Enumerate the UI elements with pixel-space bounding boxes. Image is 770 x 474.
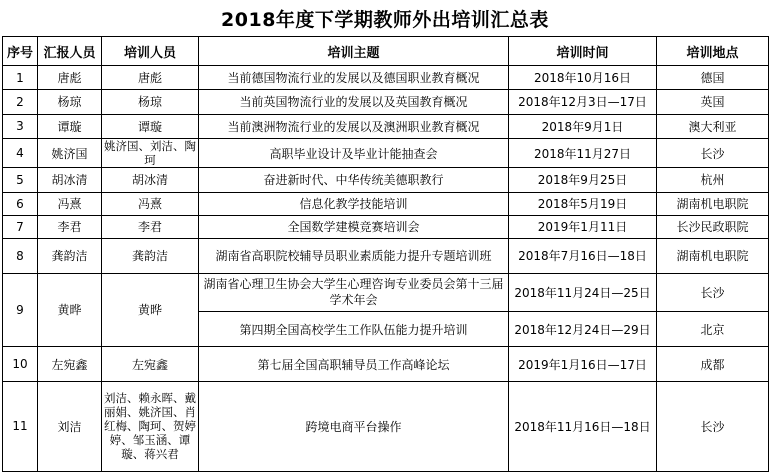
cell-trainees: 黄晔: [102, 273, 199, 347]
cell-time: 2018年10月16日: [509, 66, 657, 90]
table-row: [3, 215, 769, 238]
cell-time: 2018年11月24日—25日: [509, 273, 657, 311]
cell-place: 杭州: [657, 168, 769, 192]
header-trainees: 培训人员: [102, 37, 199, 66]
cell-place: 英国: [657, 90, 769, 114]
table-header-row: [3, 37, 769, 66]
table-row: [3, 381, 769, 471]
cell-reporter: 姚济国: [38, 138, 102, 167]
cell-reporter: 冯熹: [38, 192, 102, 215]
cell-place: 北京: [657, 312, 769, 347]
cell-trainees: 冯熹: [102, 192, 199, 215]
table-row: [3, 138, 769, 167]
page-title: 2018年度下学期教师外出培训汇总表: [221, 8, 549, 31]
cell-topic: 跨境电商平台操作: [199, 381, 509, 471]
cell-time: 2018年12月3日—17日: [509, 90, 657, 114]
cell-place: 湖南机电职院: [657, 239, 769, 273]
cell-trainees: 谭璇: [102, 114, 199, 138]
cell-place: 长沙民政职院: [657, 215, 769, 238]
cell-no: 8: [3, 239, 38, 273]
cell-topic: 信息化教学技能培训: [199, 192, 509, 215]
cell-trainees: 龚韵洁: [102, 239, 199, 273]
cell-no: 2: [3, 90, 38, 114]
header-no: 序号: [3, 37, 38, 66]
training-summary-table: [2, 36, 769, 472]
cell-topic: 全国数学建模竞赛培训会: [199, 215, 509, 238]
cell-place: 澳大利亚: [657, 114, 769, 138]
cell-time: 2018年11月27日: [509, 138, 657, 167]
cell-topic: 当前英国物流行业的发展以及英国教育概况: [199, 90, 509, 114]
cell-trainees: 左宛鑫: [102, 347, 199, 381]
cell-no: 4: [3, 138, 38, 167]
cell-topic: 第四期全国高校学生工作队伍能力提升培训: [199, 312, 509, 347]
cell-place: 成都: [657, 347, 769, 381]
cell-topic: 当前德国物流行业的发展以及德国职业教育概况: [199, 66, 509, 90]
cell-no: 9: [3, 273, 38, 347]
cell-reporter: 李君: [38, 215, 102, 238]
table-row: [3, 239, 769, 273]
cell-trainees: 姚济国、刘洁、陶珂: [102, 138, 199, 167]
cell-no: 11: [3, 381, 38, 471]
header-place: 培训地点: [657, 37, 769, 66]
cell-time: 2018年9月25日: [509, 168, 657, 192]
cell-topic: 湖南省高职院校辅导员职业素质能力提升专题培训班: [199, 239, 509, 273]
cell-trainees: 李君: [102, 215, 199, 238]
cell-reporter: 左宛鑫: [38, 347, 102, 381]
cell-reporter: 杨琼: [38, 90, 102, 114]
cell-trainees: 刘洁、赖永晖、戴丽娟、姚济国、肖红梅、陶珂、贺婷婷、邹玉涵、谭璇、蒋兴君: [102, 381, 199, 471]
cell-place: 长沙: [657, 138, 769, 167]
cell-trainees: 唐彪: [102, 66, 199, 90]
table-row: [3, 168, 769, 192]
cell-reporter: 龚韵洁: [38, 239, 102, 273]
cell-no: 6: [3, 192, 38, 215]
table-row: [3, 90, 769, 114]
cell-place: 长沙: [657, 381, 769, 471]
cell-time: 2018年5月19日: [509, 192, 657, 215]
cell-no: 10: [3, 347, 38, 381]
cell-topic: 第七届全国高职辅导员工作高峰论坛: [199, 347, 509, 381]
header-time: 培训时间: [509, 37, 657, 66]
cell-topic: 高职毕业设计及毕业计能抽查会: [199, 138, 509, 167]
cell-no: 7: [3, 215, 38, 238]
table-row: [3, 114, 769, 138]
table-row: [3, 347, 769, 381]
cell-no: 1: [3, 66, 38, 90]
cell-time: 2019年1月16日—17日: [509, 347, 657, 381]
header-reporter: 汇报人员: [38, 37, 102, 66]
cell-time: 2018年7月16日—18日: [509, 239, 657, 273]
cell-topic: 奋进新时代、中华传统美德职教行: [199, 168, 509, 192]
table-row: [3, 273, 769, 311]
header-topic: 培训主题: [199, 37, 509, 66]
cell-time: 2018年11月16日—18日: [509, 381, 657, 471]
cell-trainees: 胡冰清: [102, 168, 199, 192]
cell-place: 长沙: [657, 273, 769, 311]
cell-topic: 湖南省心理卫生协会大学生心理咨询专业委员会第十三届学术年会: [199, 273, 509, 311]
cell-topic: 当前澳洲物流行业的发展以及澳洲职业教育概况: [199, 114, 509, 138]
cell-reporter: 唐彪: [38, 66, 102, 90]
cell-place: 德国: [657, 66, 769, 90]
table-row: [3, 66, 769, 90]
table-row: [3, 192, 769, 215]
cell-reporter: 黄晔: [38, 273, 102, 347]
cell-reporter: 刘洁: [38, 381, 102, 471]
cell-trainees: 杨琼: [102, 90, 199, 114]
cell-time: 2018年12月24日—29日: [509, 312, 657, 347]
cell-reporter: 胡冰清: [38, 168, 102, 192]
cell-no: 5: [3, 168, 38, 192]
cell-time: 2019年1月11日: [509, 215, 657, 238]
cell-reporter: 谭璇: [38, 114, 102, 138]
cell-no: 3: [3, 114, 38, 138]
cell-place: 湖南机电职院: [657, 192, 769, 215]
cell-time: 2018年9月1日: [509, 114, 657, 138]
